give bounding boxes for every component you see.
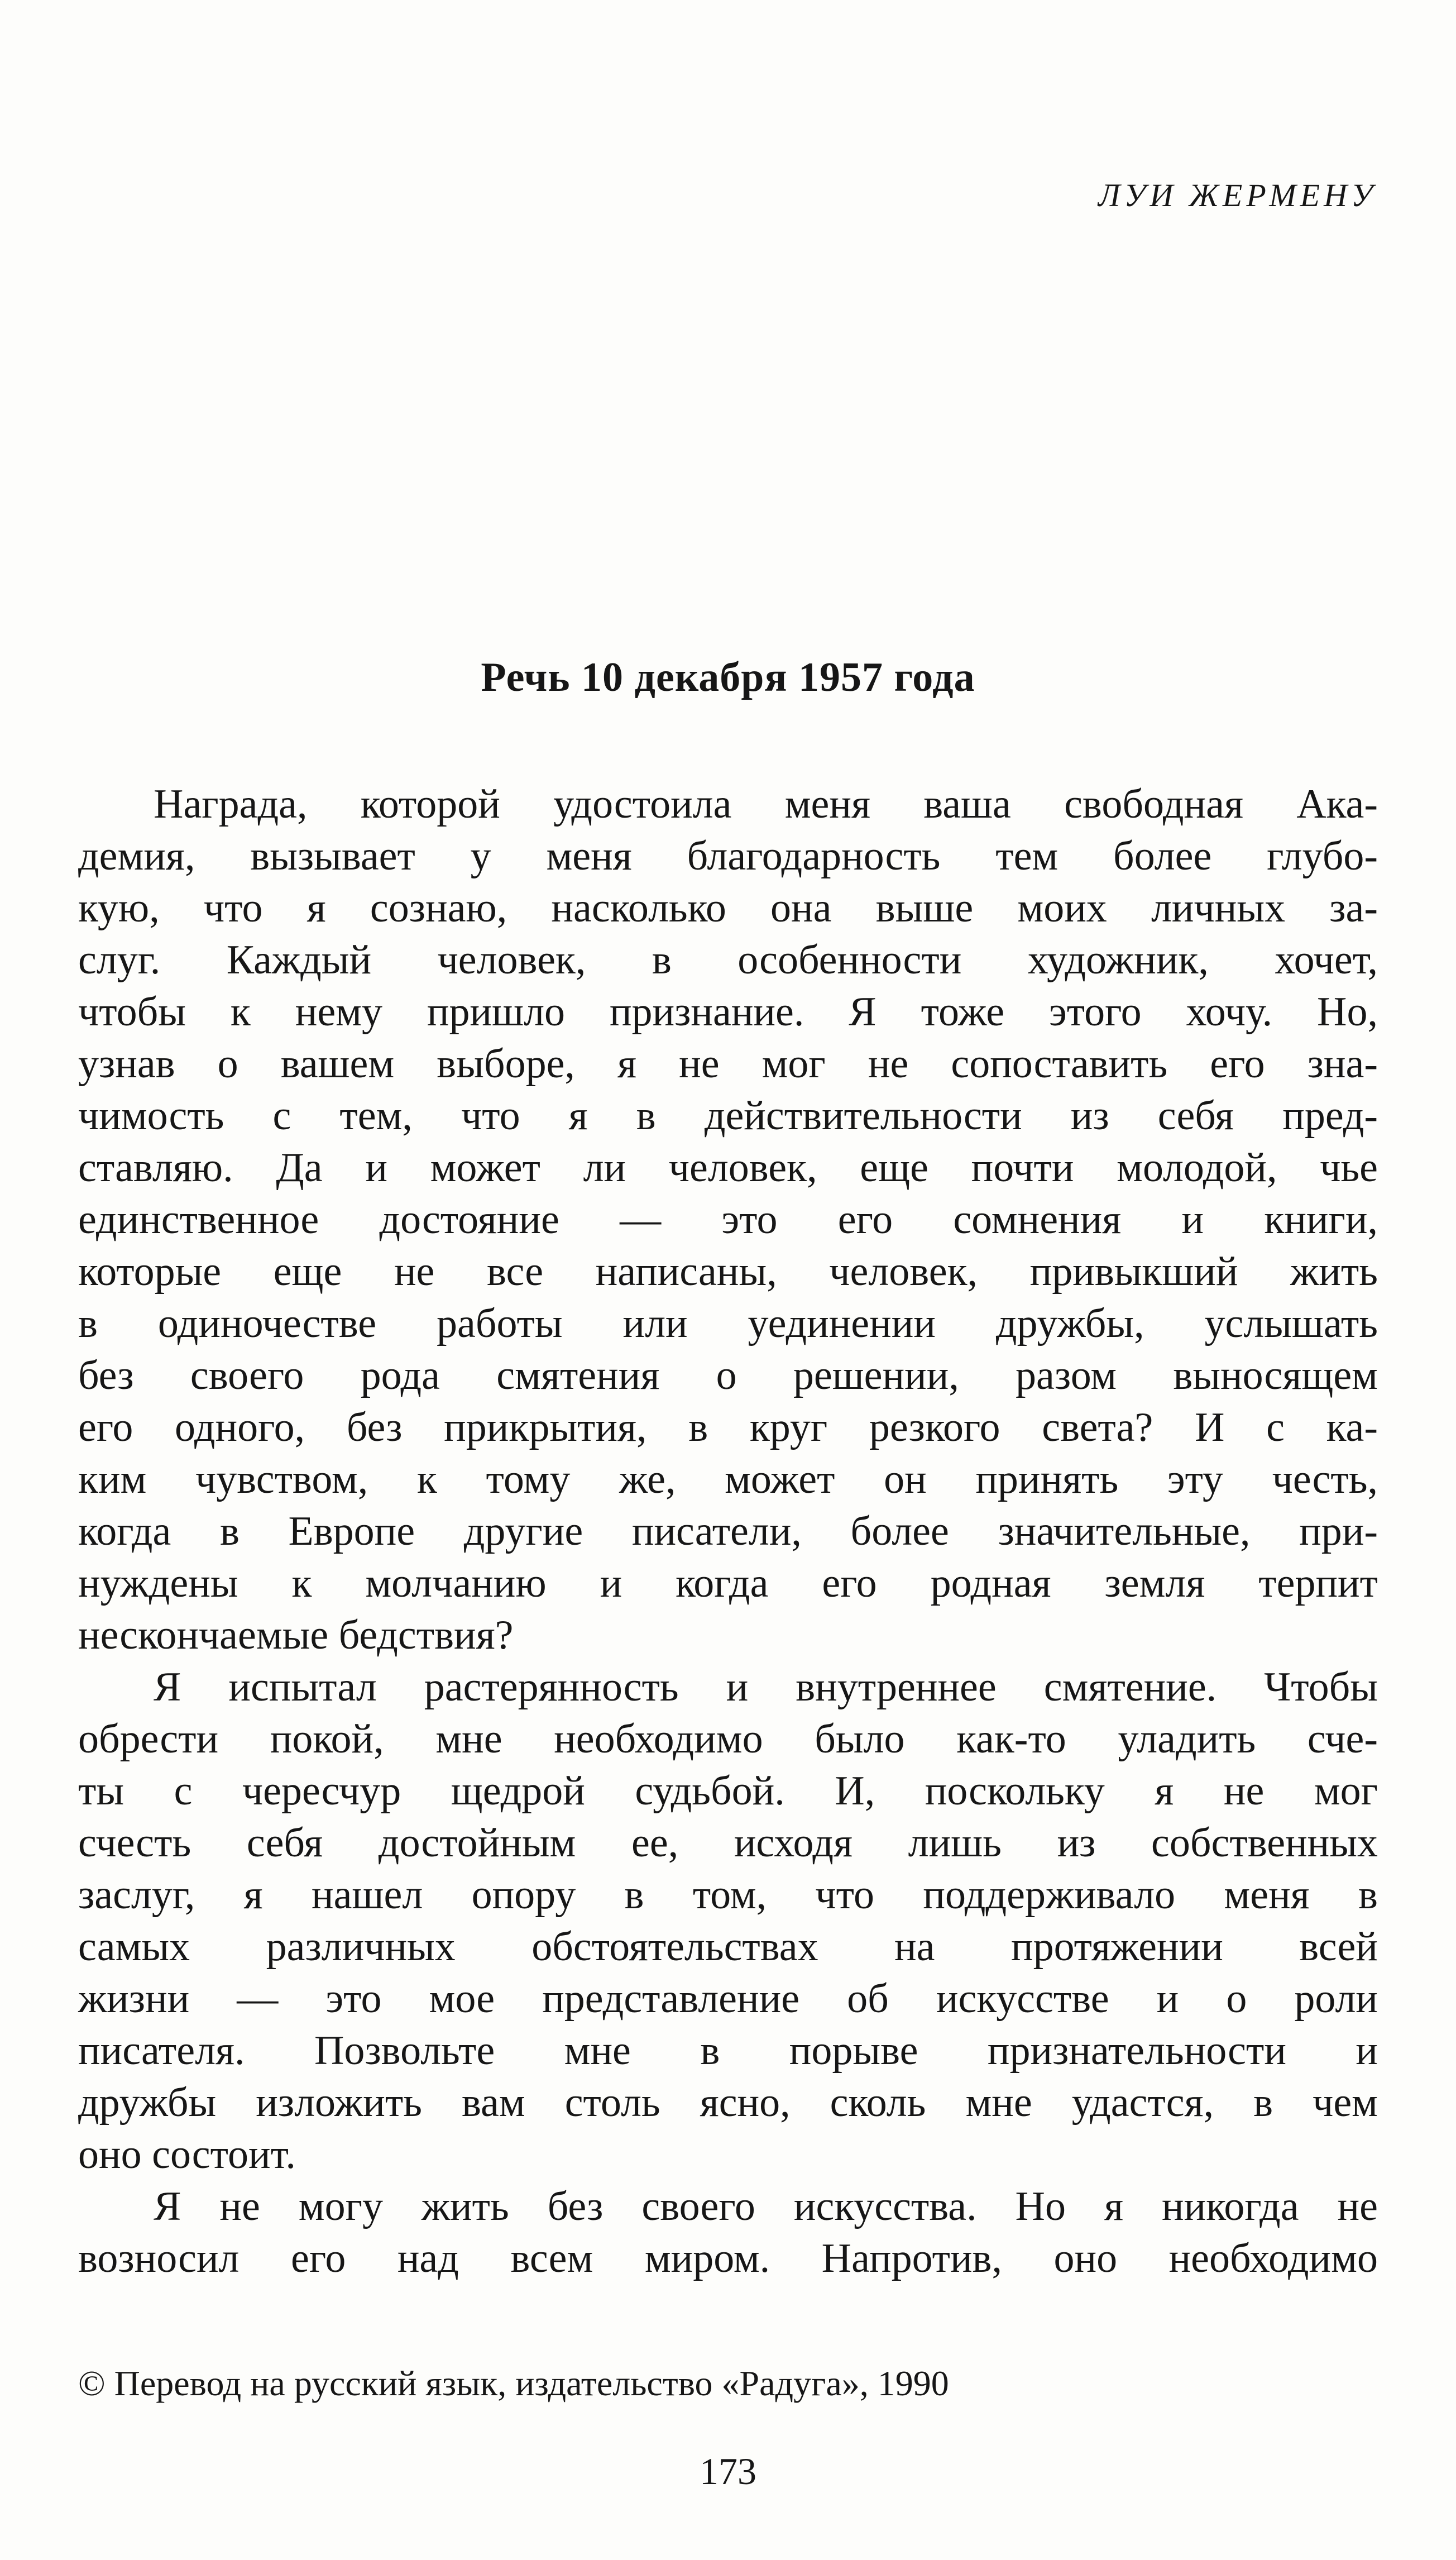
text-line: в одиночестве работы или уединении дружбы, услышать [78,1301,1378,1346]
text-line: жизни — это мое представление об искусстве и о роли [78,1976,1378,2022]
text-line: нескончаемые бедствия? [78,1612,514,1658]
text-line: ты с чересчур щедрой судьбой. И, поскольку я не мог [78,1768,1378,1814]
text-line: Я не могу жить без своего искусства. Но я никогда не [154,2184,1378,2229]
text-line: счесть себя достойным ее, исходя лишь из собственных [78,1820,1378,1866]
text-line: обрести покой, мне необходимо было как-то уладить сче- [78,1716,1378,1762]
text-line: его одного, без прикрытия, в круг резкого света? И с ка- [78,1405,1378,1450]
text-line: которые еще не все написаны, человек, привыкший жить [78,1249,1378,1295]
text-line: слуг. Каждый человек, в особенности художник, хочет, [78,937,1378,983]
paragraph [78,778,1378,1661]
page-number: 173 [700,2450,756,2492]
text-line: без своего рода смятения о решении, разом выносящем [78,1353,1378,1398]
text-line: самых различных обстоятельствах на протяжении всей [78,1924,1378,1970]
text-line: узнав о вашем выборе, я не мог не сопоставить его зна- [78,1041,1378,1087]
text-line: оно состоит. [78,2132,296,2177]
body-text [78,778,1378,2285]
text-line: писателя. Позвольте мне в порыве признательности и [78,2028,1378,2074]
text-line: Я испытал растерянность и внутреннее смятение. Чтобы [154,1664,1378,1710]
copyright-footnote: © Перевод на русский язык, издательство «Радуга», 1990 [78,2363,949,2403]
text-line: демия, вызывает у меня благодарность тем более глубо- [78,833,1378,879]
text-line: ставляю. Да и может ли человек, еще почти молодой, чье [78,1145,1378,1191]
text-line: ким чувством, к тому же, может он принять эту честь, [78,1456,1378,1502]
page-title: Речь 10 декабря 1957 года [481,655,975,700]
text-line: заслуг, я нашел опору в том, что поддерживало меня в [78,1872,1378,1918]
text-column [78,652,1378,2285]
paragraph [78,2181,1378,2285]
text-line: единственное достояние — это его сомнения и книги, [78,1197,1378,1243]
text-line: возносил его над всем миром. Напротив, оно необходимо [78,2236,1378,2281]
text-line: Награда, которой удостоила меня ваша свободная Ака- [154,781,1378,827]
text-line: чтобы к нему пришло признание. Я тоже этого хочу. Но, [78,989,1378,1035]
text-line: дружбы изложить вам столь ясно, сколь мне удастся, в чем [78,2080,1378,2126]
text-line: кую, что я сознаю, насколько она выше моих личных за- [78,885,1378,931]
text-line: когда в Европе другие писатели, более значительные, при- [78,1508,1378,1554]
text-line: чимость с тем, что я в действительности из себя пред- [78,1093,1378,1139]
running-header: ЛУИ ЖЕРМЕНУ [1098,177,1377,213]
paragraph [78,1661,1378,2181]
text-line: нуждены к молчанию и когда его родная земля терпит [78,1560,1378,1606]
